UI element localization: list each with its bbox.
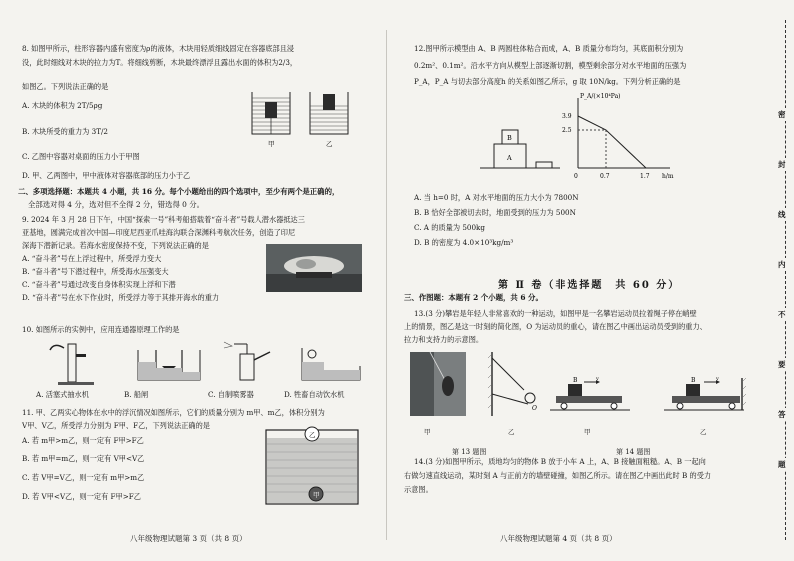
svg-text:B: B (573, 377, 578, 384)
q8-option-a: A. 木块的体积为 2T/5ρg (22, 101, 103, 110)
q8-option-c: C. 乙图中容器对桌面的压力小于甲图 (22, 152, 140, 161)
q10-option-c: C. 自制喷雾器 (208, 390, 254, 399)
block-b-label: B (507, 134, 512, 142)
q12-blocks-figure (480, 126, 560, 176)
submersible-photo (266, 244, 362, 292)
q9-line2: 亚基地，圆满完成首次中国—印度尼西亚爪哇海沟联合深渊科考航次任务，创造了印尼 (22, 228, 296, 237)
q8-line2: 没，此时细线对木块的拉力为T。将细线剪断，木块最终漂浮且露出水面的体积为2/3， (22, 58, 298, 67)
caption-q13: 第 13 题图 (452, 448, 487, 456)
binding-char: 要 (778, 360, 786, 369)
binding-char: 答 (778, 410, 786, 419)
fig-label-yi: 乙 (326, 140, 333, 148)
q11-option-a: A. 若 m甲>m乙，则一定有 F甲>F乙 (22, 436, 144, 445)
section-2-heading: 二、多项选择题：本题共 4 小题，共 16 分。每个小题给出的四个选项中，至少有两个是正确的， (18, 187, 340, 196)
q12-line3: P_A，P_A 与切去部分高度h 的关系如图乙所示，g 取 10N/kg。下列分析正确的是 (414, 77, 681, 86)
q13-line2: 上的情景，图乙是这一时刻的简化图，O 为运动员的重心，请在图乙中画出运动员受到的重力、 (404, 322, 707, 331)
binding-char: 题 (778, 460, 786, 469)
ship-lock-figure (138, 350, 200, 380)
svg-text:B: B (691, 377, 696, 384)
piston-pump-figure (50, 344, 94, 385)
q9-option-d: D. “奋斗者”号在水下作业时，所受浮力等于其排开海水的重力 (22, 293, 220, 302)
svg-text:v: v (716, 376, 719, 382)
q8-option-b: B. 木块所受的重力为 3T/2 (22, 127, 108, 136)
cart-figure-yi (664, 376, 750, 416)
q8-option-d: D. 甲、乙两图中，甲中液体对容器底部的压力小于乙 (22, 171, 191, 180)
ball-jia-label: 甲 (313, 491, 320, 499)
cart-figure-jia (550, 376, 630, 416)
q10-option-b: B. 船闸 (124, 390, 149, 399)
svg-text:O: O (532, 405, 537, 412)
q13-line3: 拉力和支持力的示意图。 (404, 335, 484, 344)
container-jia (252, 92, 290, 134)
q8-line3: 如图乙。下列说法正确的是 (22, 82, 109, 91)
caption-q14: 第 14 题图 (616, 448, 651, 456)
graph-x-label: h/m (662, 173, 674, 180)
q11-option-b: B. 若 m甲=m乙，则一定有 V甲<V乙 (22, 454, 145, 463)
q10-line1: 10. 如图所示的实例中，应用连通器原理工作的是 (22, 325, 180, 334)
q12-option-a: A. 当 h=0 时，A 对水平地面的压力大小为 7800N (414, 193, 579, 202)
graph-x-tick-0-7: 0.7 (600, 173, 610, 180)
q12-line1: 12.图甲所示模型由 A、B 两圆柱体粘合而成，A、B 质量分布均匀，其底面积分别为 (414, 44, 684, 53)
q11-line2: V甲、V乙，所受浮力分别为 F甲、F乙，下列说法正确的是 (22, 421, 210, 430)
q14-line3: 示意图。 (404, 485, 433, 494)
q14-line2: 右做匀速直线运动，某时刻 A 与正前方的墙壁碰撞，如图乙所示。请在图乙中画出此时 B 的受力 (404, 471, 712, 480)
q14-line1: 14.(3 分)如图甲所示，质地均匀的物体 B 放于小车 A 上，A、B 接触面粗糙。A、B 一起向 (414, 457, 706, 466)
binding-char: 密 (778, 110, 786, 119)
svg-text:v: v (596, 376, 599, 382)
left-page-footer: 八年级物理试题第 3 页（共 8 页） (130, 533, 247, 543)
q8-line1: 8. 如图甲所示，柱形容器内盛有密度为ρ的液体，木块用轻质细线固定在容器底部且浸 (22, 44, 295, 53)
fig-label-13-jia: 甲 (424, 427, 431, 436)
binding-char: 线 (778, 210, 786, 219)
graph-y-label: P_A/(×10⁴Pa) (580, 93, 621, 100)
q10-figures (44, 340, 374, 386)
container-yi (310, 92, 348, 134)
graph-y-tick-3-9: 3.9 (562, 113, 572, 120)
q11-line1: 11. 甲、乙两实心物体在水中的浮沉情况如图所示，它们的质量分别为 m甲、m乙，体积分别为 (22, 408, 325, 417)
q9-line3: 深海下潜新记录。若海水密度保持不变，下列说法正确的是 (22, 241, 209, 250)
left-page (14, 0, 386, 561)
q12-line2: 0.2m²、0.1m²。沿水平方向从模型上部逐渐切割，模型剩余部分对水平地面的压强为 (414, 61, 687, 70)
q11-option-c: C. 若 V甲=V乙，则一定有 m甲>m乙 (22, 473, 145, 482)
right-page-footer: 八年级物理试题第 4 页（共 8 页） (500, 533, 617, 543)
section-3-heading: 三、作图题：本题有 2 个小题，共 6 分。 (404, 293, 543, 302)
q12-option-c: C. A 的质量为 500kg (414, 223, 485, 232)
q10-option-d: D. 牲畜自动饮水机 (284, 390, 345, 399)
page-divider (386, 30, 387, 540)
binding-char: 不 (778, 310, 786, 319)
climber-diagram (488, 352, 544, 416)
sprayer-figure (224, 342, 270, 380)
section-2-scoring: 全部选对得 4 分，选对但不全得 2 分，错选得 0 分。 (28, 200, 205, 209)
climber-photo (410, 352, 466, 416)
right-page (400, 0, 772, 561)
q12-option-d: D. B 的密度为 4.0×10³kg/m³ (414, 238, 514, 247)
fig-label-14-yi: 乙 (700, 427, 707, 436)
q9-option-c: C. “奋斗者”号通过改变自身体积实现上浮和下潜 (22, 280, 176, 289)
binding-char: 封 (778, 160, 786, 169)
q12-option-b: B. B 恰好全部被切去时，地面受到的压力为 500N (414, 208, 576, 217)
q11-water-tank (264, 424, 360, 508)
graph-x-tick-0: 0 (574, 173, 578, 180)
q9-option-a: A. “奋斗者”号在上浮过程中，所受浮力变大 (22, 254, 162, 263)
binding-strip (777, 0, 794, 561)
graph-x-tick-1-7: 1.7 (640, 173, 650, 180)
q12-pressure-graph (558, 90, 676, 182)
fig-label-14-jia: 甲 (584, 427, 591, 436)
q9-option-b: B. “奋斗者”号下潜过程中，所受海水压强变大 (22, 267, 169, 276)
graph-pressure-line (578, 116, 646, 168)
q9-line1: 9. 2024 年 3 月 28 日下午，中国“探索一号”科考船搭载着“奋斗者”号载人潜水器抵达三 (22, 215, 305, 224)
binding-char: 内 (778, 260, 786, 269)
q11-option-d: D. 若 V甲<V乙，则一定有 F甲>F乙 (22, 492, 141, 501)
q10-option-a: A. 活塞式抽水机 (36, 390, 89, 399)
block-a-label: A (507, 154, 512, 162)
fig-label-13-yi: 乙 (508, 427, 515, 436)
part-2-title: 第 Ⅱ 卷（非选择题 共 60 分） (498, 280, 681, 291)
q8-containers-figure (246, 88, 356, 150)
ball-yi-label: 乙 (309, 431, 316, 439)
fig-label-jia: 甲 (268, 140, 275, 148)
q13-line1: 13.(3 分)攀岩是年轻人非常喜欢的一种运动，如图甲是一名攀岩运动员拉着绳子停在峭壁 (414, 309, 697, 318)
auto-drinker-figure (302, 348, 360, 380)
graph-y-tick-2-5: 2.5 (562, 127, 572, 134)
